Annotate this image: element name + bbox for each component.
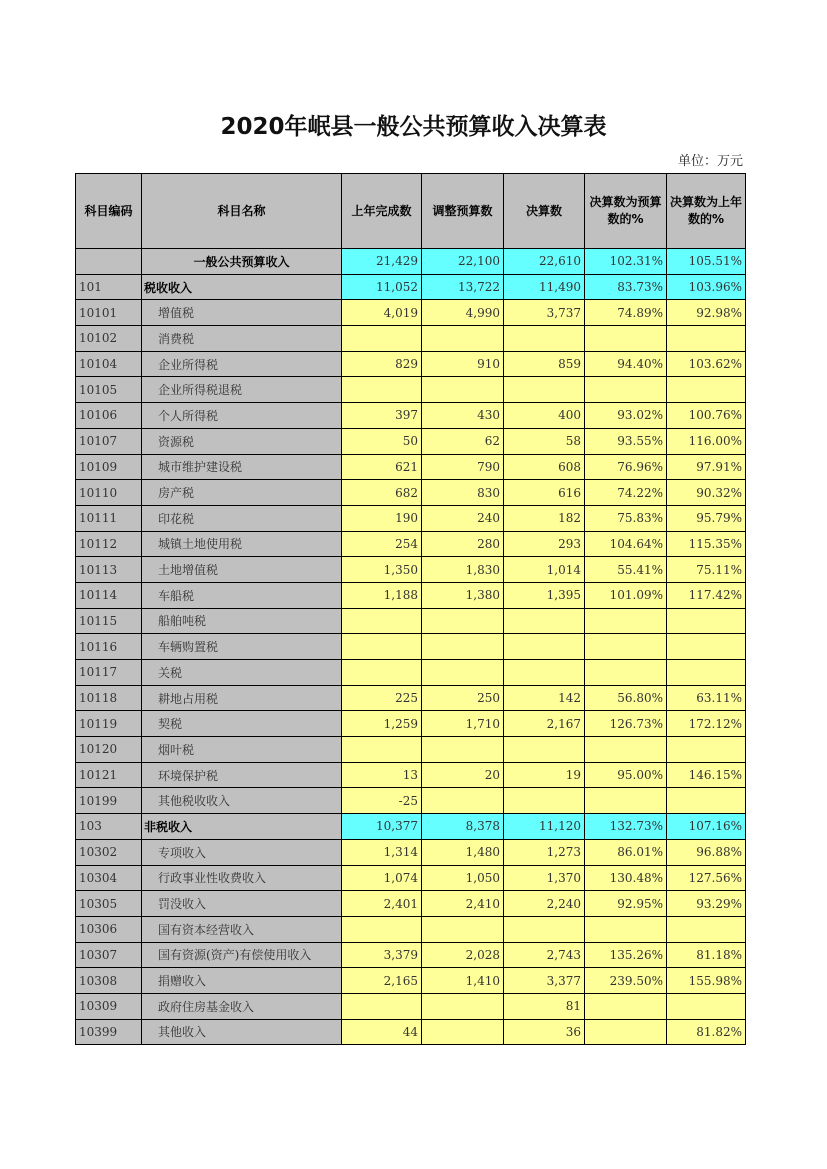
row-pct-budget: 74.22% [585, 480, 667, 506]
header-pct-prev: 决算数为上年数的% [667, 174, 746, 249]
table-row [76, 531, 746, 557]
row-prev [342, 993, 422, 1019]
row-prev: 1,074 [342, 865, 422, 891]
row-adj [422, 377, 504, 403]
row-pct-budget [585, 1019, 667, 1045]
table-row [76, 916, 746, 942]
row-pct-budget: 92.95% [585, 891, 667, 917]
header-name: 科目名称 [142, 174, 342, 249]
header-row [76, 174, 746, 249]
row-prev: 44 [342, 1019, 422, 1045]
row-final: 142 [504, 685, 585, 711]
row-pct-prev: 103.96% [667, 274, 746, 300]
row-prev: 397 [342, 403, 422, 429]
row-code: 10199 [76, 788, 142, 814]
row-name: 其他收入 [142, 1019, 342, 1045]
row-final: 608 [504, 454, 585, 480]
row-adj [422, 788, 504, 814]
row-pct-prev: 115.35% [667, 531, 746, 557]
row-name: 专项收入 [142, 839, 342, 865]
row-pct-budget [585, 660, 667, 686]
row-pct-prev: 103.62% [667, 351, 746, 377]
row-adj: 2,410 [422, 891, 504, 917]
table-row [76, 891, 746, 917]
header-code: 科目编码 [76, 174, 142, 249]
row-code: 10110 [76, 480, 142, 506]
row-adj [422, 326, 504, 352]
row-name: 政府住房基金收入 [142, 993, 342, 1019]
row-final [504, 660, 585, 686]
row-code: 10399 [76, 1019, 142, 1045]
row-code: 10112 [76, 531, 142, 557]
table-row [76, 1019, 746, 1045]
row-pct-prev [667, 608, 746, 634]
row-pct-prev [667, 737, 746, 763]
row-name: 船舶吨税 [142, 608, 342, 634]
row-final: 1,370 [504, 865, 585, 891]
row-code: 10107 [76, 428, 142, 454]
table-row [76, 634, 746, 660]
row-name: 一般公共预算收入 [142, 249, 342, 275]
row-adj: 430 [422, 403, 504, 429]
row-pct-budget: 83.73% [585, 274, 667, 300]
row-code: 10114 [76, 582, 142, 608]
row-name: 烟叶税 [142, 737, 342, 763]
row-final: 81 [504, 993, 585, 1019]
table-row [76, 685, 746, 711]
row-name: 捐赠收入 [142, 968, 342, 994]
row-final: 400 [504, 403, 585, 429]
row-adj: 1,050 [422, 865, 504, 891]
row-prev: 13 [342, 762, 422, 788]
row-name: 国有资本经营收入 [142, 916, 342, 942]
row-pct-prev [667, 377, 746, 403]
row-prev: 225 [342, 685, 422, 711]
row-prev [342, 377, 422, 403]
row-name: 税收收入 [142, 274, 342, 300]
table-row [76, 480, 746, 506]
row-prev: 254 [342, 531, 422, 557]
row-pct-budget: 135.26% [585, 942, 667, 968]
row-name: 消费税 [142, 326, 342, 352]
row-pct-budget: 130.48% [585, 865, 667, 891]
row-adj [422, 737, 504, 763]
row-final: 2,743 [504, 942, 585, 968]
row-pct-prev: 107.16% [667, 814, 746, 840]
row-prev: 4,019 [342, 300, 422, 326]
row-pct-prev: 95.79% [667, 505, 746, 531]
row-pct-budget: 75.83% [585, 505, 667, 531]
row-name: 行政事业性收费收入 [142, 865, 342, 891]
row-prev [342, 660, 422, 686]
row-final: 182 [504, 505, 585, 531]
row-pct-prev: 146.15% [667, 762, 746, 788]
row-adj: 1,710 [422, 711, 504, 737]
table-row [76, 454, 746, 480]
row-adj: 1,480 [422, 839, 504, 865]
row-name: 企业所得税退税 [142, 377, 342, 403]
row-pct-budget: 93.55% [585, 428, 667, 454]
table-row [76, 993, 746, 1019]
row-pct-budget: 93.02% [585, 403, 667, 429]
row-adj [422, 916, 504, 942]
row-final [504, 377, 585, 403]
row-adj: 240 [422, 505, 504, 531]
row-pct-prev [667, 660, 746, 686]
table-row [76, 403, 746, 429]
row-name: 环境保护税 [142, 762, 342, 788]
row-adj [422, 660, 504, 686]
row-pct-budget: 74.89% [585, 300, 667, 326]
row-adj: 1,410 [422, 968, 504, 994]
row-prev: 682 [342, 480, 422, 506]
row-pct-budget: 55.41% [585, 557, 667, 583]
row-final: 19 [504, 762, 585, 788]
row-pct-prev: 92.98% [667, 300, 746, 326]
table-row [76, 557, 746, 583]
table-row [76, 377, 746, 403]
row-adj: 910 [422, 351, 504, 377]
row-prev: 829 [342, 351, 422, 377]
row-code: 10101 [76, 300, 142, 326]
header-pct-budget: 决算数为预算数的% [585, 174, 667, 249]
row-prev: 1,259 [342, 711, 422, 737]
table-row [76, 428, 746, 454]
row-final [504, 634, 585, 660]
row-pct-budget [585, 377, 667, 403]
row-adj: 4,990 [422, 300, 504, 326]
table-row [76, 968, 746, 994]
table-row [76, 788, 746, 814]
row-prev: 10,377 [342, 814, 422, 840]
header-final: 决算数 [504, 174, 585, 249]
row-name: 城镇土地使用税 [142, 531, 342, 557]
row-code: 10104 [76, 351, 142, 377]
row-prev [342, 634, 422, 660]
row-prev: 3,379 [342, 942, 422, 968]
row-name: 车辆购置税 [142, 634, 342, 660]
row-pct-prev: 100.76% [667, 403, 746, 429]
row-code: 10106 [76, 403, 142, 429]
table-row [76, 814, 746, 840]
row-name: 资源税 [142, 428, 342, 454]
row-pct-prev: 63.11% [667, 685, 746, 711]
table-row [76, 326, 746, 352]
row-adj: 20 [422, 762, 504, 788]
row-final: 2,167 [504, 711, 585, 737]
row-adj: 1,380 [422, 582, 504, 608]
row-pct-budget: 104.64% [585, 531, 667, 557]
row-adj: 250 [422, 685, 504, 711]
row-pct-prev: 90.32% [667, 480, 746, 506]
row-code: 10115 [76, 608, 142, 634]
table-row [76, 660, 746, 686]
row-code: 10119 [76, 711, 142, 737]
row-name: 城市维护建设税 [142, 454, 342, 480]
table-row [76, 865, 746, 891]
row-pct-prev: 105.51% [667, 249, 746, 275]
row-prev [342, 737, 422, 763]
header-prev: 上年完成数 [342, 174, 422, 249]
row-name: 非税收入 [142, 814, 342, 840]
row-code: 10305 [76, 891, 142, 917]
table-row [76, 300, 746, 326]
row-pct-prev: 172.12% [667, 711, 746, 737]
row-final: 11,120 [504, 814, 585, 840]
row-pct-prev: 155.98% [667, 968, 746, 994]
header-adj: 调整预算数 [422, 174, 504, 249]
row-name: 个人所得税 [142, 403, 342, 429]
row-prev: 2,165 [342, 968, 422, 994]
row-pct-budget [585, 993, 667, 1019]
row-adj: 22,100 [422, 249, 504, 275]
row-pct-budget [585, 916, 667, 942]
row-name: 耕地占用税 [142, 685, 342, 711]
row-code: 10118 [76, 685, 142, 711]
row-final [504, 737, 585, 763]
row-final: 2,240 [504, 891, 585, 917]
row-code: 10105 [76, 377, 142, 403]
row-prev [342, 326, 422, 352]
row-code: 10121 [76, 762, 142, 788]
row-name: 房产税 [142, 480, 342, 506]
row-pct-prev: 117.42% [667, 582, 746, 608]
row-name: 国有资源(资产)有偿使用收入 [142, 942, 342, 968]
row-final: 22,610 [504, 249, 585, 275]
row-adj [422, 634, 504, 660]
table-row [76, 762, 746, 788]
unit-label: 单位：万元 [677, 154, 743, 169]
row-final: 859 [504, 351, 585, 377]
table-row [76, 711, 746, 737]
row-pct-prev: 116.00% [667, 428, 746, 454]
table-row [76, 505, 746, 531]
row-pct-budget: 94.40% [585, 351, 667, 377]
row-pct-prev [667, 326, 746, 352]
row-pct-prev: 93.29% [667, 891, 746, 917]
row-name: 关税 [142, 660, 342, 686]
row-code: 10116 [76, 634, 142, 660]
row-pct-budget: 102.31% [585, 249, 667, 275]
row-adj: 62 [422, 428, 504, 454]
table-row [76, 582, 746, 608]
row-code: 10113 [76, 557, 142, 583]
row-name: 印花税 [142, 505, 342, 531]
row-final: 3,377 [504, 968, 585, 994]
row-final: 1,014 [504, 557, 585, 583]
row-prev: 1,314 [342, 839, 422, 865]
row-adj: 830 [422, 480, 504, 506]
row-code: 101 [76, 274, 142, 300]
row-code: 10302 [76, 839, 142, 865]
row-final: 1,395 [504, 582, 585, 608]
row-adj [422, 608, 504, 634]
row-code [76, 249, 142, 275]
row-code: 10117 [76, 660, 142, 686]
row-pct-budget: 132.73% [585, 814, 667, 840]
table-row [76, 274, 746, 300]
row-code: 10109 [76, 454, 142, 480]
table-row [76, 737, 746, 763]
row-name: 车船税 [142, 582, 342, 608]
row-pct-budget: 76.96% [585, 454, 667, 480]
row-pct-budget [585, 608, 667, 634]
row-adj: 2,028 [422, 942, 504, 968]
row-final: 3,737 [504, 300, 585, 326]
row-final: 616 [504, 480, 585, 506]
row-adj: 790 [422, 454, 504, 480]
row-pct-budget: 86.01% [585, 839, 667, 865]
table-row [76, 839, 746, 865]
row-prev: 50 [342, 428, 422, 454]
row-pct-budget [585, 634, 667, 660]
row-name: 企业所得税 [142, 351, 342, 377]
row-adj: 8,378 [422, 814, 504, 840]
row-prev: 11,052 [342, 274, 422, 300]
row-code: 10120 [76, 737, 142, 763]
row-pct-budget: 126.73% [585, 711, 667, 737]
row-name: 其他税收收入 [142, 788, 342, 814]
row-prev: 621 [342, 454, 422, 480]
row-final [504, 788, 585, 814]
row-adj [422, 1019, 504, 1045]
row-pct-prev [667, 634, 746, 660]
row-pct-budget: 56.80% [585, 685, 667, 711]
row-final [504, 326, 585, 352]
row-final: 11,490 [504, 274, 585, 300]
row-adj: 13,722 [422, 274, 504, 300]
row-prev [342, 608, 422, 634]
row-final: 36 [504, 1019, 585, 1045]
row-code: 103 [76, 814, 142, 840]
row-pct-prev [667, 993, 746, 1019]
row-pct-prev: 75.11% [667, 557, 746, 583]
row-prev: 1,188 [342, 582, 422, 608]
row-code: 10111 [76, 505, 142, 531]
row-pct-budget [585, 788, 667, 814]
table-row [76, 942, 746, 968]
row-code: 10309 [76, 993, 142, 1019]
row-adj: 280 [422, 531, 504, 557]
row-final: 1,273 [504, 839, 585, 865]
row-prev: 1,350 [342, 557, 422, 583]
row-code: 10306 [76, 916, 142, 942]
row-name: 罚没收入 [142, 891, 342, 917]
row-pct-budget: 95.00% [585, 762, 667, 788]
budget-table [75, 173, 746, 1045]
row-pct-prev: 96.88% [667, 839, 746, 865]
row-code: 10304 [76, 865, 142, 891]
row-pct-budget: 239.50% [585, 968, 667, 994]
row-final [504, 916, 585, 942]
row-code: 10102 [76, 326, 142, 352]
row-pct-prev: 127.56% [667, 865, 746, 891]
table-row [76, 249, 746, 275]
row-adj: 1,830 [422, 557, 504, 583]
row-pct-prev: 97.91% [667, 454, 746, 480]
row-pct-budget [585, 737, 667, 763]
row-pct-prev: 81.82% [667, 1019, 746, 1045]
page-title: 2020年岷县一般公共预算收入决算表 [220, 114, 607, 140]
row-pct-budget: 101.09% [585, 582, 667, 608]
row-pct-prev [667, 916, 746, 942]
row-prev: 190 [342, 505, 422, 531]
row-adj [422, 993, 504, 1019]
row-name: 增值税 [142, 300, 342, 326]
row-final: 293 [504, 531, 585, 557]
row-pct-prev: 81.18% [667, 942, 746, 968]
row-code: 10308 [76, 968, 142, 994]
row-name: 土地增值税 [142, 557, 342, 583]
row-code: 10307 [76, 942, 142, 968]
row-pct-budget [585, 326, 667, 352]
row-final: 58 [504, 428, 585, 454]
row-prev: 21,429 [342, 249, 422, 275]
row-prev: 2,401 [342, 891, 422, 917]
row-prev [342, 916, 422, 942]
row-name: 契税 [142, 711, 342, 737]
table-row [76, 608, 746, 634]
row-prev: -25 [342, 788, 422, 814]
row-pct-prev [667, 788, 746, 814]
row-final [504, 608, 585, 634]
table-row [76, 351, 746, 377]
